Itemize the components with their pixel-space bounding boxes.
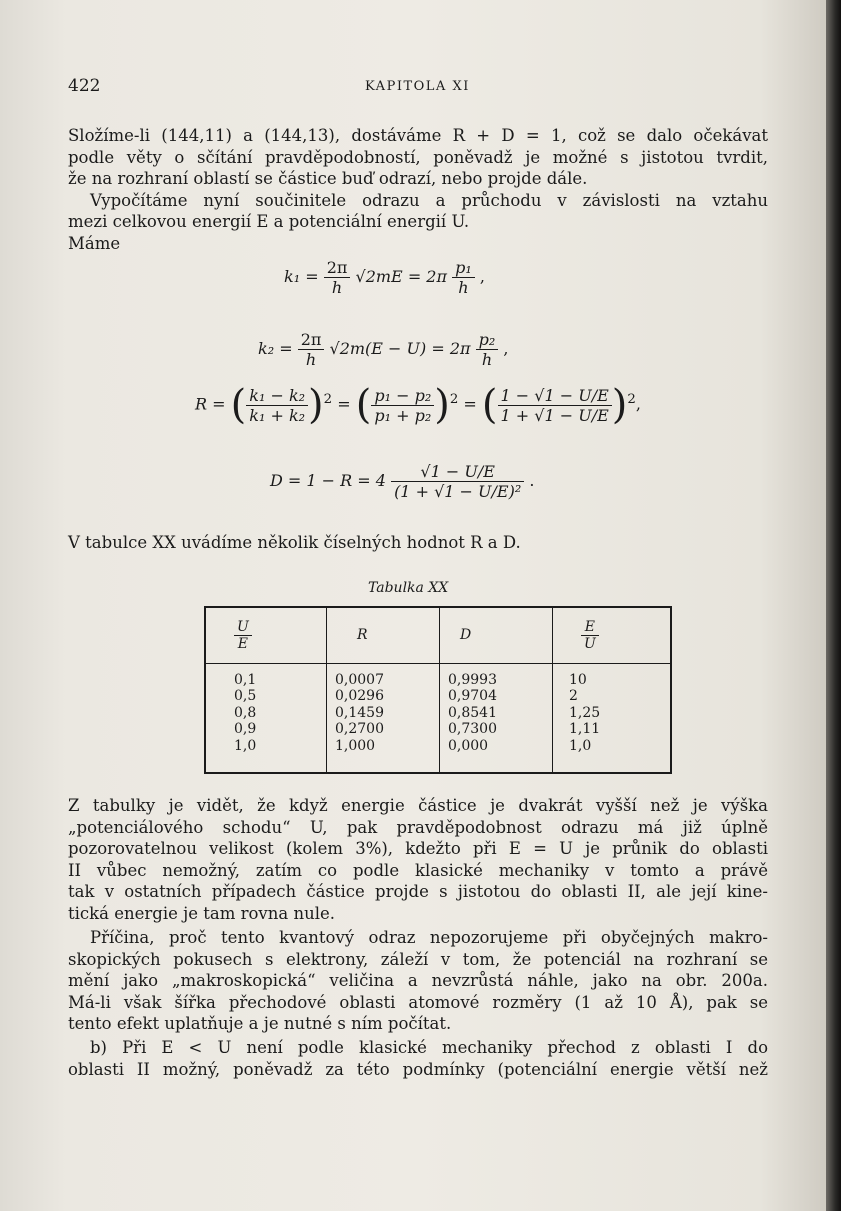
cell-value: 0,9704 [448, 688, 497, 704]
frac-num: U [234, 619, 252, 636]
eq-lhs: k₁ = [284, 267, 319, 286]
paren-left: ( [355, 382, 372, 428]
eq-lhs: k₂ = [258, 339, 293, 358]
paren-right: ) [308, 382, 324, 428]
paren-left: ( [481, 382, 498, 428]
intro-paragraph [68, 125, 768, 254]
equation-reflection [195, 382, 641, 428]
book-binding-edge [826, 0, 841, 1211]
table-cell [327, 663, 440, 773]
cell-value: 0,0007 [335, 671, 384, 688]
table-cell [205, 663, 327, 773]
frac-num: p₁ − p₂ [371, 386, 434, 406]
text-line: tak v ostatních případech částice projde s jistotou do oblasti II, ale její kine- [68, 882, 768, 901]
text-line: skopických pokusech s elektrony, záleží v tom, že potenciál na rozhraní se [68, 949, 768, 969]
text-line: mezi celkovou energií E a potenciální energií U. [68, 212, 470, 231]
eq-sign: = [463, 394, 477, 414]
header-e-over-u [553, 607, 672, 663]
text-line: Má-li však šířka přechodové oblasti atomové rozměry (1 až 10 Å), pak se [68, 992, 768, 1012]
header-r: R [327, 607, 440, 663]
text-line: II vůbec nemožný, zatím co podle klasické mechaniky v tomto a právě [68, 860, 768, 880]
text-line: Z tabulky je vidět, že když energie částice je dvakrát vyšší než je výška [68, 796, 768, 815]
eq-end: , [503, 339, 509, 358]
cell-value: 0,5 [234, 688, 257, 704]
table-cell [553, 663, 672, 773]
values-table [204, 606, 672, 774]
eq-sign: = [337, 394, 351, 414]
cell-value: 0,9993 [448, 671, 497, 688]
frac-den: h [305, 350, 317, 369]
table-intro [68, 532, 768, 554]
header-u-over-e [205, 607, 327, 663]
cell-value: 1,0 [234, 737, 257, 754]
cell-value: 0,1459 [335, 704, 384, 721]
text-line: pozorovatelnou velikost (kolem 3%), kdežto při E = U je průnik do oblasti [68, 839, 768, 858]
text-line: V tabulce XX uvádíme několik číselných hodnot R a D. [68, 533, 521, 552]
text-line: Máme [68, 233, 121, 253]
eq-lhs: R = [195, 394, 226, 414]
frac-den: h [458, 278, 469, 297]
paren-right: ) [434, 382, 450, 428]
frac-num: p₂ [476, 330, 499, 350]
cell-value: 0,7300 [448, 721, 497, 737]
paragraph-quantum-reflection [68, 927, 768, 1035]
cell-value: 0,000 [448, 737, 489, 754]
frac-den: h [481, 350, 493, 369]
frac-num: p₁ [452, 258, 475, 278]
text-line: oblasti II možný, poněvadž za této podmínky (potenciální energie větší než [68, 1059, 768, 1079]
cell-value: 0,8 [234, 704, 257, 721]
cell-value: 10 [569, 671, 587, 688]
cell-value: 0,9 [234, 721, 257, 737]
text-line: mění jako „makroskopická“ veličina a nevzrůstá náhle, jako na obr. 200a. [68, 971, 768, 990]
cell-value: 0,2700 [335, 721, 384, 737]
cell-value: 1,25 [569, 704, 601, 721]
exponent: 2 [449, 392, 459, 408]
table-cell [440, 663, 553, 773]
frac-num: 1 − √1 − U/E [498, 386, 612, 406]
text-line: že na rozhraní oblastí se částice buď odrazí, nebo projde dále. [68, 169, 588, 188]
cell-value: 1,000 [335, 737, 376, 754]
text-line: tento efekt uplatňuje a je nutné s ním počítat. [68, 1014, 452, 1033]
cell-value: 0,1 [234, 671, 257, 688]
chapter-heading: KAPITOLA XI [365, 79, 470, 94]
equation-k1 [284, 258, 485, 297]
paren-right: ) [611, 382, 628, 428]
equation-transmission [270, 462, 534, 501]
text-line: „potenciálového schodu“ U, pak pravděpodobnost odrazu má již úplně [68, 817, 768, 837]
paragraph-table-discussion [68, 795, 768, 924]
frac-num: 2π [298, 330, 325, 350]
text-line: Vypočítáme nyní součinitele odrazu a průchodu v závislosti na vztahu [90, 190, 768, 210]
cell-value: 0,0296 [335, 688, 384, 704]
paren-left: ( [230, 382, 247, 428]
equation-k2 [258, 330, 508, 369]
text-line: b) Při E < U není podle klasické mechaniky přechod z oblasti I do [90, 1038, 768, 1057]
cell-value: 0,8541 [448, 704, 497, 721]
cell-value: 1,0 [569, 737, 592, 754]
text-line: Složíme-li (144,11) a (144,13), dostáváme R + D = 1, což se dalo očekávat [68, 126, 768, 145]
cell-value: 2 [569, 688, 578, 704]
text-line: podle věty o sčítání pravděpodobností, poněvadž je možné s jistotou tvrdit, [68, 147, 768, 167]
page-number: 422 [68, 76, 101, 96]
frac-num: 2π [324, 258, 351, 278]
paragraph-case-b [68, 1037, 768, 1080]
eq-end: . [529, 471, 535, 490]
frac-den: U [584, 635, 596, 652]
text-line: Příčina, proč tento kvantový odraz nepozorujeme při obyčejných makro- [90, 928, 768, 947]
frac-num: √1 − U/E [391, 462, 524, 482]
eq-mid: √2m(E − U) = 2π [329, 339, 471, 358]
frac-den: 1 + √1 − U/E [500, 405, 609, 425]
exponent: 2 [323, 392, 333, 408]
eq-lhs: D = 1 − R = 4 [270, 471, 386, 490]
eq-end: , [635, 394, 641, 414]
eq-mid: √2mE = 2π [355, 267, 447, 286]
cell-value: 1,11 [569, 721, 601, 737]
text-line: tická energie je tam rovna nule. [68, 903, 335, 923]
eq-end: , [479, 267, 485, 286]
frac-den: h [331, 278, 343, 297]
exponent: 2 [627, 392, 636, 408]
frac-num: E [581, 619, 599, 636]
frac-den: E [237, 635, 249, 652]
frac-den: (1 + √1 − U/E)² [394, 482, 522, 501]
frac-num: k₁ − k₂ [246, 386, 308, 406]
frac-den: k₁ + k₂ [249, 405, 306, 425]
header-d: D [440, 607, 553, 663]
table-caption: Tabulka XX [368, 580, 449, 596]
frac-den: p₁ + p₂ [374, 405, 432, 425]
